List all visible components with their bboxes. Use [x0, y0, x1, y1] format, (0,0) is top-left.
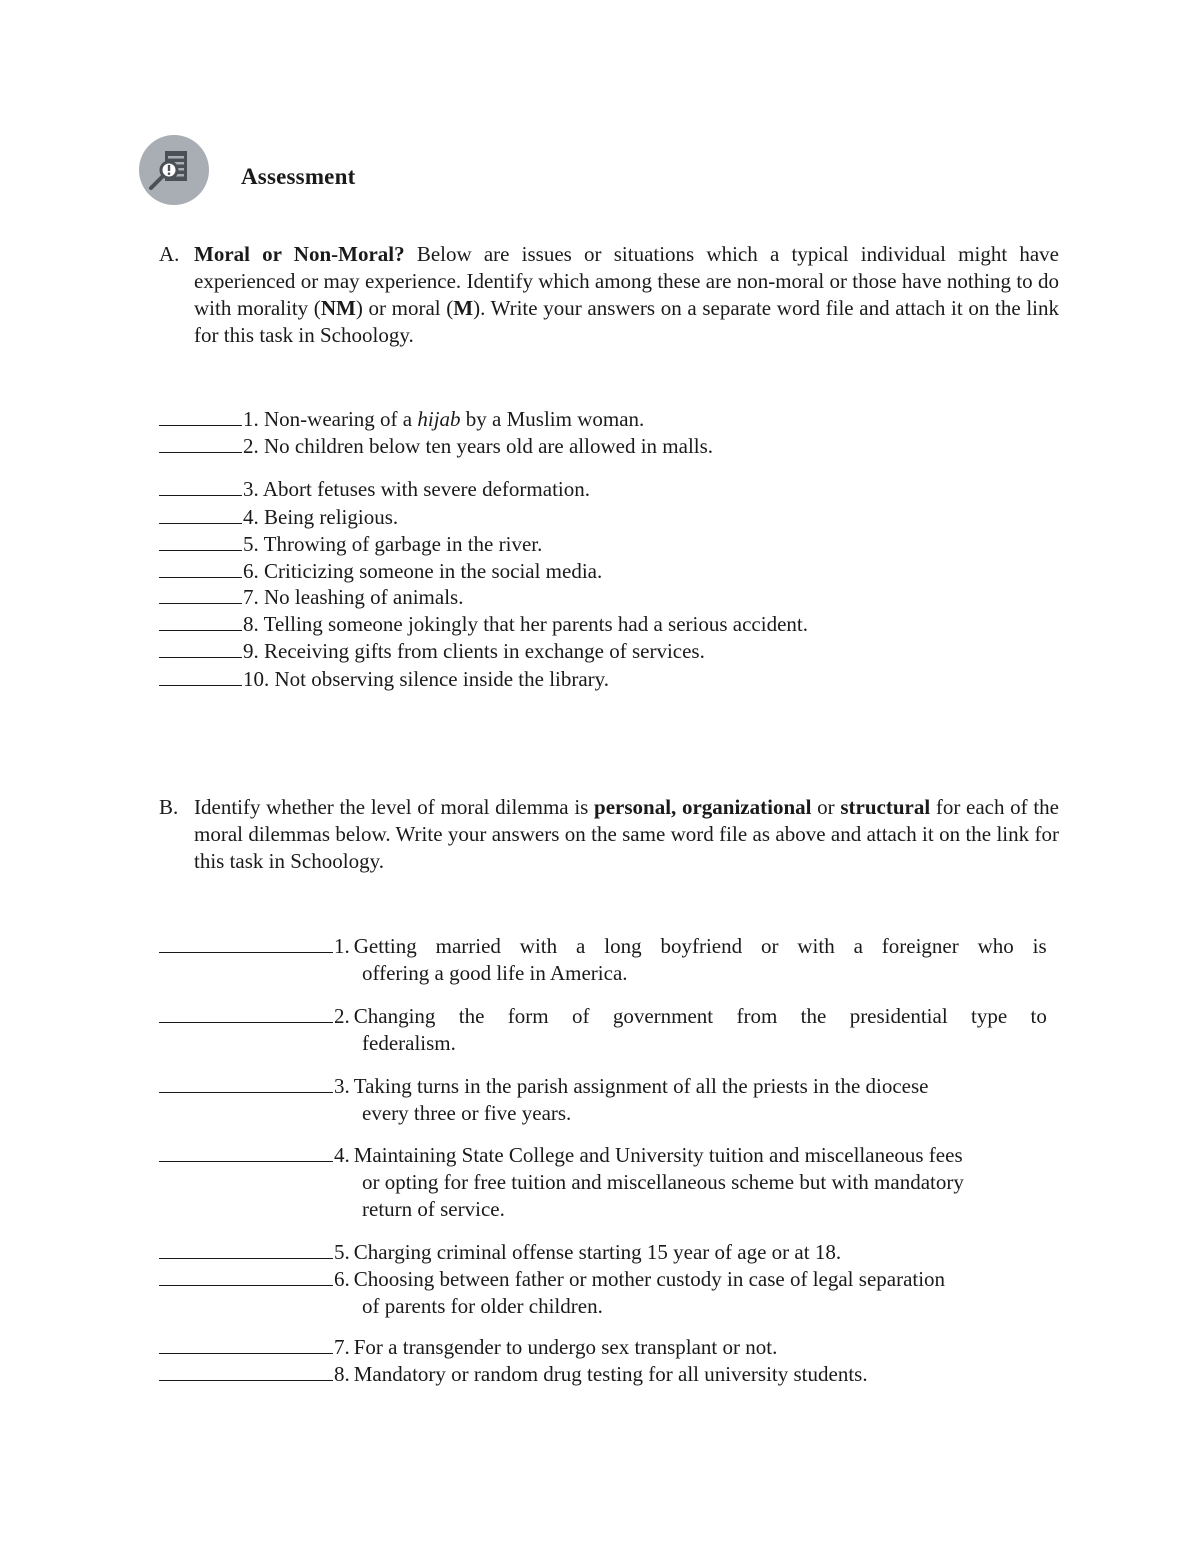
- item-text: Telling someone jokingly that her parents had a serious accident.: [258, 612, 808, 636]
- item-text-continued: offering a good life in America.: [362, 961, 628, 985]
- list-item: [159, 405, 644, 433]
- item-text: Non-wearing of a: [258, 407, 418, 431]
- item-number: 5.: [243, 532, 259, 556]
- answer-blank[interactable]: [159, 1333, 333, 1354]
- list-item: [159, 1265, 1047, 1320]
- list-item: [159, 583, 463, 611]
- answer-blank[interactable]: [159, 1072, 333, 1093]
- item-text-continued: or opting for free tuition and miscellaneous scheme but with mandatory: [362, 1170, 964, 1194]
- item-number: 1.: [334, 934, 350, 958]
- item-text: Being religious.: [258, 505, 399, 529]
- item-number: 6.: [243, 559, 259, 583]
- answer-blank[interactable]: [159, 432, 242, 453]
- section-b-instructions: [159, 794, 1059, 875]
- answer-blank[interactable]: [159, 610, 242, 631]
- item-text-continued: every three or five years.: [362, 1101, 572, 1125]
- answer-blank[interactable]: [159, 557, 242, 578]
- section-a-lead: Moral or Non-Moral?: [194, 242, 405, 266]
- answer-blank[interactable]: [159, 1238, 333, 1259]
- section-a-text-part1: Below are issues or situations which a typical individual might have experienced or may experience. Identify which among these are non-moral or those have nothing to do with morality (: [194, 242, 1059, 320]
- section-a-text: [194, 241, 1059, 349]
- item-number: 5.: [334, 1240, 350, 1264]
- item-text: Throwing of garbage in the river.: [258, 532, 543, 556]
- item-number: 2.: [243, 434, 259, 458]
- list-item: [159, 637, 705, 665]
- list-item: [159, 557, 602, 585]
- item-text: No children below ten years old are allowed in malls.: [258, 434, 714, 458]
- list-item: [159, 1360, 1047, 1388]
- item-text: For a transgender to undergo sex transplant or not.: [353, 1335, 778, 1359]
- item-text-continued-2: return of service.: [362, 1197, 505, 1221]
- page-title: Assessment: [241, 164, 356, 189]
- answer-blank[interactable]: [159, 1360, 333, 1381]
- level-comma: ,: [671, 795, 682, 819]
- item-number: 4.: [243, 505, 259, 529]
- item-text: Maintaining State College and University tuition and miscellaneous fees: [353, 1143, 963, 1167]
- section-a-text-part2: ) or moral (: [355, 296, 454, 320]
- level-personal: personal: [594, 795, 672, 819]
- item-text: Receiving gifts from clients in exchange of services.: [258, 639, 705, 663]
- item-number: 3.: [334, 1074, 350, 1098]
- answer-blank[interactable]: [159, 665, 242, 686]
- answer-blank[interactable]: [159, 637, 242, 658]
- answer-blank[interactable]: [159, 530, 242, 551]
- level-organizational: organizational: [681, 795, 812, 819]
- answer-blank[interactable]: [159, 475, 242, 496]
- list-item: [159, 475, 590, 503]
- m-label: M: [453, 296, 474, 320]
- answer-blank[interactable]: [159, 503, 242, 524]
- level-structural: structural: [840, 795, 931, 819]
- list-item: [159, 1238, 1047, 1266]
- item-number: 2.: [334, 1004, 350, 1028]
- item-number: 6.: [334, 1267, 350, 1291]
- answer-blank[interactable]: [159, 405, 242, 426]
- item-text-end: by a Muslim woman.: [460, 407, 645, 431]
- list-item: [159, 932, 1047, 987]
- answer-blank[interactable]: [159, 1002, 333, 1023]
- item-number: 8.: [243, 612, 259, 636]
- list-item: [159, 1141, 1047, 1223]
- item-text: Choosing between father or mother custody in case of legal separation: [353, 1267, 946, 1291]
- section-b-text-part2: for each of the moral dilemmas below. Write your answers on the same word file as above and attach it on the link for this task in Schoology.: [194, 795, 1060, 873]
- item-number: 7.: [334, 1335, 350, 1359]
- list-item: [159, 1072, 1047, 1127]
- item-text: Charging criminal offense starting 15 year of age or at 18.: [353, 1240, 842, 1264]
- item-number: 1.: [243, 407, 259, 431]
- list-item: [159, 665, 609, 693]
- item-text: Abort fetuses with severe deformation.: [258, 477, 590, 501]
- answer-blank[interactable]: [159, 932, 333, 953]
- list-item: [159, 503, 398, 531]
- item-text: Changing the form of government from the presidential type to: [353, 1004, 1047, 1028]
- item-number: 8.: [334, 1362, 350, 1386]
- item-number: 9.: [243, 639, 259, 663]
- item-text: Criticizing someone in the social media.: [258, 559, 603, 583]
- item-text: Not observing silence inside the library.: [269, 667, 610, 691]
- section-b-text: [194, 794, 1059, 875]
- item-text: No leashing of animals.: [258, 585, 464, 609]
- item-text-continued: of parents for older children.: [362, 1294, 603, 1318]
- answer-blank[interactable]: [159, 1265, 333, 1286]
- answer-blank[interactable]: [159, 1141, 333, 1162]
- list-item: [159, 610, 808, 638]
- item-number: 3.: [243, 477, 259, 501]
- item-number: 4.: [334, 1143, 350, 1167]
- item-number: 10.: [243, 667, 270, 691]
- item-text: Mandatory or random drug testing for all university students.: [353, 1362, 868, 1386]
- section-a-instructions: [159, 241, 1059, 349]
- list-item: [159, 432, 713, 460]
- item-text: Taking turns in the parish assignment of all the priests in the diocese: [353, 1074, 929, 1098]
- list-item: [159, 1002, 1047, 1057]
- section-b-letter: B.: [159, 795, 179, 819]
- answer-blank[interactable]: [159, 583, 242, 604]
- list-item: [159, 1333, 1047, 1361]
- section-a-letter: A.: [159, 242, 180, 266]
- item-number: 7.: [243, 585, 259, 609]
- assessment-magnifier-icon: [138, 134, 210, 206]
- nm-label: NM: [320, 296, 356, 320]
- item-emphasis: hijab: [417, 407, 461, 431]
- list-item: [159, 530, 542, 558]
- section-b-text-part1: Identify whether the level of moral dilemma is: [194, 795, 595, 819]
- level-or: or: [811, 795, 841, 819]
- item-text: Getting married with a long boyfriend or with a foreigner who is: [353, 934, 1047, 958]
- section-a-text-part3: ). Write your answers on a separate word file and attach it on the link for this task in Schoology.: [194, 296, 1060, 347]
- item-text-continued: federalism.: [362, 1031, 456, 1055]
